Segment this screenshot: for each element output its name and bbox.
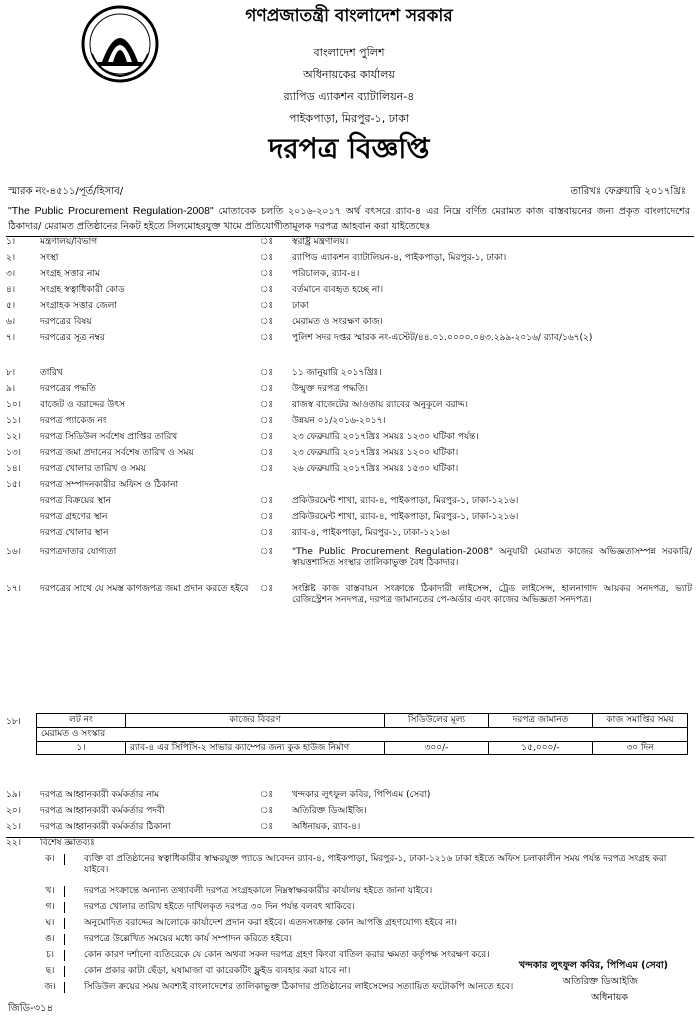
item-colon: ঃ — [260, 384, 274, 394]
item-value: সংশ্লিষ্ট কাজ বাস্তবায়ন সংক্রান্তে ঠিকাদারী লাইসেন্স, ট্রেড লাইসেন্স, হালনাগাদ আয়কর সনদপত্র, ভ্যাট রেজিস্ট্রেশন সনদপত্র, দরপত্র জামানতের পে-অর্ডার এবং কাজের অভিজ্ঞতা সনদপত্র। — [292, 584, 692, 605]
item-value: অধিনায়ক, র‍্যাব-৪। — [292, 822, 361, 832]
office-name: অধিনায়কের কার্যালয় — [303, 68, 395, 81]
item-number: ১৩। — [6, 448, 21, 458]
note-key: ছ। — [36, 966, 65, 977]
lot-header-cell: দরপত্র জামানত — [489, 714, 593, 728]
item-number: ১৬। — [6, 547, 21, 557]
item-value: ১১ জানুয়ারি ২০১৭খ্রিঃ। — [292, 368, 382, 378]
regulation-name: "The Public Procurement Regulation-2008" — [8, 205, 214, 217]
signature-designation: অতিরিক্ত ডিআইজি — [562, 976, 638, 987]
item-value: অতিরিক্ত ডিআইজি। — [292, 806, 367, 816]
item-colon: ঃ — [260, 464, 274, 474]
item-number: ৩। — [6, 269, 16, 279]
divider-line — [6, 837, 694, 838]
lot-category-row — [37, 727, 688, 741]
item-colon: ঃ — [260, 269, 274, 279]
lot-header-cell: কাজের বিবরণ — [126, 714, 385, 728]
item-number: ১৮। — [6, 717, 21, 727]
item-number: ১১। — [6, 416, 21, 426]
item-colon: ঃ — [260, 584, 274, 594]
intro-text: মোতাবেক চলতি ২০১৬-২০১৭ অর্থ বৎসরে র‍্যাব-৪ এর নিম্নে বর্ণিত মেরামত কাজ বাস্তবায়নের জন্য প্রকৃত বাংলাদেশের ঠিকাদার/ মেরামত প্রতিষ্ঠানের নিকট হইতে সিলমোহরযুক্ত খামে প্রতিযোগীতামূলক দরপত্র আহবান করা যাইতেছেঃ — [8, 206, 690, 232]
item-value: উন্মুক্ত দরপত্র পদ্ধতি। — [292, 384, 368, 394]
lot-table-header — [37, 714, 688, 728]
lot-cell: ৩০০/- — [385, 741, 489, 755]
lot-cell: ১। — [37, 741, 126, 755]
note-key: গ। — [36, 902, 65, 913]
item-value: "The Public Procurement Regulation-2008" অনুযায়ী মেরামত কাজের অভিজ্ঞতাসম্পন্ন সরকারি/স্বায়ত্তশাসিত সংস্থার তালিকাভুক্ত বৈধ ঠিকাদার। — [292, 547, 692, 568]
item-number: ১। — [6, 237, 16, 247]
item-number: ৫। — [6, 301, 16, 311]
item-colon: ঃ — [260, 496, 274, 506]
item-label: বাজেট ও বরাদ্দের উৎস — [40, 400, 125, 410]
item-label: দরপত্রের সূত্র নম্বর — [40, 333, 105, 343]
item-label: দরপত্র সিডিউল সর্বশেষ প্রাপ্তির তারিখ — [40, 432, 178, 442]
item-number: ৭। — [6, 333, 16, 343]
item-colon: ঃ — [260, 806, 274, 816]
item-value: রাজস্ব বাজেটের আওতায় র‍্যাবের অনুকূলে বরাদ্দ। — [292, 400, 468, 410]
signature-name: খন্দকার লুৎফুল কবির, পিপিএম (সেবা) — [518, 960, 668, 971]
item-colon: ঃ — [260, 301, 274, 311]
item-number: ১৭। — [6, 584, 21, 594]
battalion-name: র‍্যাপিড এ্যাকশন ব্যাটালিয়ন-৪ — [283, 90, 415, 103]
item-value: প্রকিউরমেন্ট শাখা, র‍্যাব-৪, পাইকপাড়া, মিরপুর-১, ঢাকা-১২১৬। — [292, 496, 519, 506]
note-text: ব্যক্তি বা প্রতিষ্ঠানের স্বত্বাধিকারীর স্বাক্ষরযুক্ত প্যাডে আবেদন র‍্যাব-৪, পাইকপাড়া, মিরপুর-১, ঢাকা-১২১৬ ঢাকা হইতে অফিস চলাকালীন সময় পর্যন্ত দরপত্র সংগ্রহ করা যাইবে। — [84, 854, 667, 875]
item-number: ৪। — [6, 285, 16, 295]
item-colon: ঃ — [260, 547, 274, 557]
item-number: ২। — [6, 253, 16, 263]
item-colon: ঃ — [260, 416, 274, 426]
item-label: দরপত্রের পদ্ধতি — [40, 384, 96, 394]
item-value: খন্দকার লুৎফুল কবির, পিপিএম (সেবা) — [292, 790, 431, 800]
org-name: বাংলাদেশ পুলিশ — [313, 46, 385, 59]
item-number: ২২। — [6, 838, 21, 848]
item-label: দরপত্র আহ্বানকারী কর্মকর্তার নাম — [40, 790, 160, 800]
item-number: ১৫। — [6, 480, 21, 490]
note-key: চ। — [36, 950, 65, 961]
lot-category: মেরামত ও সংস্কার — [37, 727, 688, 741]
item-value: ২৩ ফেব্রুয়ারি ২০১৭খ্রিঃ সময়ঃ ১২০০ ঘটিকা। — [292, 448, 459, 458]
item-label: দরপত্রের বিষয় — [40, 317, 92, 327]
lot-header-cell: সিডিউলের মূল্য — [385, 714, 489, 728]
item-colon: ঃ — [260, 790, 274, 800]
item-label: দরপত্র খোলার স্থান — [40, 528, 109, 538]
item-label: সংগ্রহ সত্তার নাম — [40, 269, 100, 279]
item-label: তারিখ — [40, 368, 63, 378]
item-label: দরপত্র বিক্রয়ের স্থান — [40, 496, 112, 506]
divider-line — [6, 236, 694, 237]
item-value: ২৬ ফেব্রুয়ারি ২০১৭খ্রিঃ সময়ঃ ১৫৩০ ঘটিকা। — [292, 464, 459, 474]
item-value: পরিচালক, র‍্যাব-৪। — [292, 269, 360, 279]
item-label: দরপত্র আহ্বানকারী কর্মকর্তার পদবী — [40, 806, 165, 816]
item-colon: ঃ — [260, 317, 274, 327]
lot-cell: ১৫,০০০/- — [489, 741, 593, 755]
item-label: দরপত্রের সাথে যে সমস্ত কাগজপত্র জমা প্রদান করতে হইবে — [40, 584, 249, 594]
item-value: ২৩ ফেব্রুয়ারি ২০১৭খ্রিঃ সময়ঃ ১২৩০ ঘটিকা পর্যন্ত। — [292, 432, 479, 442]
lot-cell: ৩০ দিন — [593, 741, 688, 755]
item-value: স্বরাষ্ট্র মন্ত্রণালয়। — [292, 237, 349, 247]
note-text: সিডিউল ক্রয়ের সময় অবশ্যই বাংলাদেশের তালিকাভুক্ত ঠিকাদার প্রতিষ্ঠানের লাইসেন্সের সত্যায়িত ফটোকপি আনতে হবে। — [84, 982, 514, 992]
notice-title: দরপত্র বিজ্ঞপ্তি — [268, 132, 430, 165]
item-number: ১৯। — [6, 790, 21, 800]
item-colon: ঃ — [260, 448, 274, 458]
lot-header-cell: লট নং — [37, 714, 126, 728]
item-value: বর্তমানে ব্যবহৃত হচ্ছে না। — [292, 285, 384, 295]
item-value: র‍্যাপিড এ্যাকশন ব্যাটালিয়ন-৪, পাইকপাড়া, মিরপুর-১, ঢাকা। — [292, 253, 507, 263]
note-key: ঙ। — [36, 934, 65, 945]
signature-post: অধিনায়ক — [591, 992, 628, 1003]
item-colon: ঃ — [260, 237, 274, 247]
item-label: দরপত্র জমা প্রদানের সর্বশেষ তারিখ ও সময় — [40, 448, 194, 458]
item-label: সংগ্রাহক সত্তার জেলা — [40, 301, 117, 311]
office-address: পাইকপাড়া, মিরপুর-১, ঢাকা — [289, 112, 409, 125]
item-label: সংস্থা — [40, 253, 59, 263]
lot-header-cell: কাজ সমাপ্তির সময় — [593, 714, 688, 728]
item-colon: ঃ — [260, 528, 274, 538]
notice-date: তারিখঃ ফেব্রুয়ারি ২০১৭খ্রিঃ — [570, 186, 686, 197]
item-label: দরপত্র সম্পাদনকারীর অফিস ও ঠিকানা — [40, 480, 179, 490]
intro-paragraph — [8, 204, 690, 234]
lot-table — [36, 713, 688, 755]
item-number: ২১। — [6, 822, 21, 832]
note-text: দরপত্র খোলার তারিখ হইতে দাখিলকৃত দরপত্র ৩০ দিন পর্যন্ত বলবৎ থাকিবে। — [84, 902, 355, 912]
note-key: জ। — [36, 982, 65, 993]
item-label: দরপত্র আহ্বানকারী কর্মকর্তার ঠিকানা — [40, 822, 171, 832]
item-number: ৮। — [6, 368, 16, 378]
lot-cell: র‍্যাব-৪ এর সিপিসি-২ সাভার ক্যাম্পের জন্য কুক হাউজ নির্মাণ — [126, 741, 385, 755]
note-text: কোন প্রকার কাটা ছেঁড়া, ঘষামাজা বা কারেকটিং ফ্লুইড ব্যবহার করা যাবে না। — [84, 966, 351, 976]
item-label: মন্ত্রণালয়/বিভাগ — [40, 237, 98, 247]
item-label: বিশেষ জ্ঞাতব্যঃ — [40, 838, 95, 848]
note-text: অনুমোদিত বরাদ্দের আলোকে কার্যাদেশ প্রদান করা হইবে। এতদসংক্রান্ত কোন আপত্তি গ্রহণযোগ্য হইবে না। — [84, 918, 457, 928]
item-label: দরপত্র প্যাকেজ নং — [40, 416, 107, 426]
item-colon: ঃ — [260, 432, 274, 442]
item-colon: ঃ — [260, 822, 274, 832]
item-label: দরপত্র খোলার তারিখ ও সময় — [40, 464, 146, 474]
note-text: দরপত্র সংক্রান্তে অন্যান্য তথ্যাবলী দরপত্র সংগ্রহকালে নিম্নস্বাক্ষরকারীর কার্যালয় হইতে জানা যাইবে। — [84, 886, 433, 896]
item-label: দরপত্র গ্রহণের স্থান — [40, 512, 108, 522]
item-number: ১৪। — [6, 464, 21, 474]
item-number: ৯। — [6, 384, 16, 394]
memo-number: স্মারক নং-৪৫১১/পূর্ত/হিসাব/ — [8, 186, 124, 197]
item-colon: ঃ — [260, 512, 274, 522]
item-colon: ঃ — [260, 253, 274, 263]
item-colon: ঃ — [260, 400, 274, 410]
item-value: প্রকিউরমেন্ট শাখা, র‍্যাব-৪, পাইকপাড়া, মিরপুর-১, ঢাকা-১২১৬। — [292, 512, 519, 522]
note-key: ঘ। — [36, 918, 65, 929]
item-label: দরপত্রদাতার যোগ্যতা — [40, 547, 117, 557]
item-value: উন্নয়ন ০১/২০১৬-২০১৭। — [292, 416, 386, 426]
item-number: ২০। — [6, 806, 21, 816]
item-number: ১০। — [6, 400, 21, 410]
note-key: খ। — [36, 886, 65, 897]
item-value: ঢাকা — [292, 301, 309, 311]
item-number: ৬। — [6, 317, 16, 327]
note-key: ক। — [36, 854, 65, 865]
government-title: গণপ্রজাতন্ত্রী বাংলাদেশ সরকার — [245, 6, 453, 26]
item-colon: ঃ — [260, 333, 274, 343]
table-row — [37, 741, 688, 755]
note-text: কোন কারণ দর্শানো ব্যতিরেকে যে কোন অথবা সকল দরপত্র গ্রহণ কিংবা বাতিল করার ক্ষমতা কর্তৃপক্ষ সংরক্ষণ করে। — [84, 950, 490, 960]
item-value: র‍্যাব-৪, পাইকপাড়া, মিরপুর-১, ঢাকা-১২১৬। — [292, 528, 451, 538]
item-value: মেরামত ও সংরক্ষণ কাজ। — [292, 317, 383, 327]
item-label: সংগ্রহ স্বত্বাধিকারী কোড — [40, 285, 125, 295]
item-colon: ঃ — [260, 285, 274, 295]
note-text: দরপত্রে উল্লেখিত সময়ের মধ্যে কার্য সম্পাদন করিতে হইবে। — [84, 934, 293, 944]
gd-code: জিডি-৩১৪ — [8, 1003, 54, 1014]
item-value: পুলিশ সদর দপ্তর স্মারক নং-এস্টেট/৪৪.০১.০০০০.০৪৩.২৯৯-২০১৬/ র‍্যাব/১৬৭(২) — [292, 333, 593, 343]
item-number: ১২। — [6, 432, 21, 442]
item-colon: ঃ — [260, 368, 274, 378]
